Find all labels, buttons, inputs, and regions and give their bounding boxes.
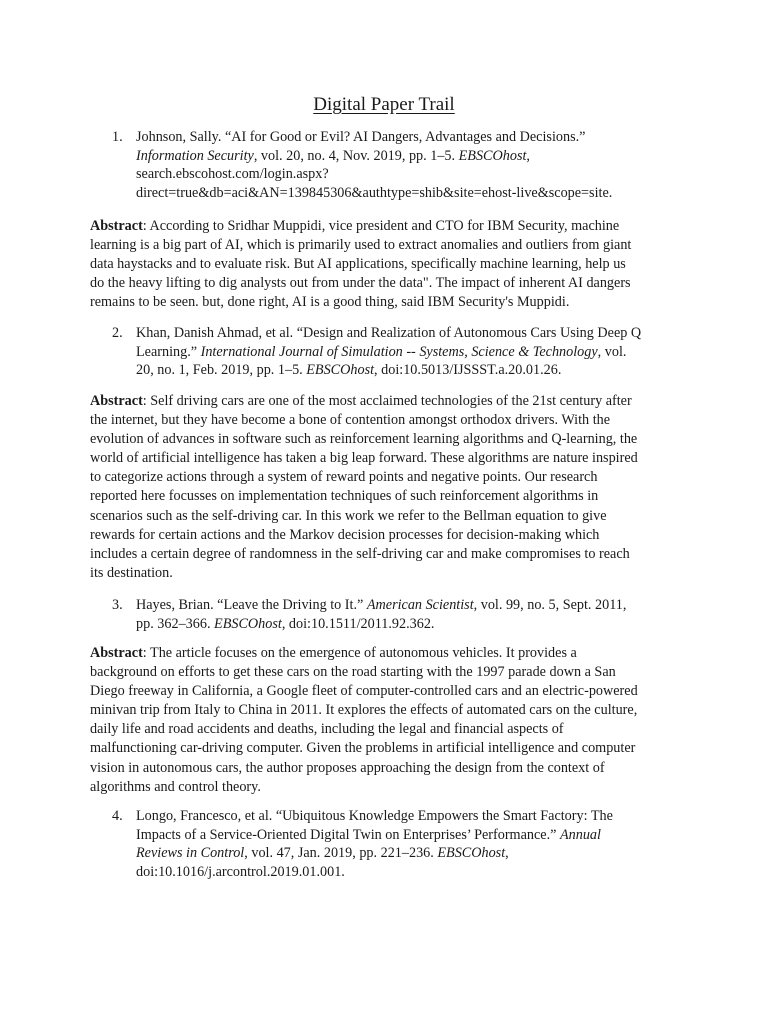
abstract-line: : Self driving cars are one of the most acclaimed technologies of the 21st century after — [142, 393, 632, 409]
citation-1 — [112, 128, 656, 202]
citation-text: , vol. 99, no. 5, Sept. 2011, — [473, 597, 627, 613]
abstract-line: rewards for certain actions and the Markov decision processes for decision-making which — [90, 526, 600, 543]
abstract-line: the internet, but they have become a bone of contention amongst orthodox drivers. With the — [90, 412, 611, 429]
abstract-label: Abstract — [90, 393, 143, 409]
database-name: EBSCOhost — [306, 362, 375, 379]
abstract-line: world of artificial intelligence has taken a big leap forward. These algorithms are nature inspired — [90, 450, 638, 467]
abstract-line: : According to Sridhar Muppidi, vice president and CTO for IBM Security, machine — [142, 218, 620, 234]
citation-text: Longo, Francesco, et al. “Ubiquitous Knowledge Empowers the Smart Factory: The — [136, 808, 613, 824]
abstract-line: malfunctioning car-driving computer. Given the problems in artificial intelligence and computer — [90, 740, 636, 757]
citation-text: doi:10.1016/j.arcontrol.2019.01.001. — [136, 863, 345, 880]
abstract-line: reported here focusses on implementation techniques of such reinforcement algorithms in — [90, 488, 599, 505]
abstract-line: minivan trip from Italy to China in 2011. It explores the effects of automated cars on the culture, — [90, 702, 638, 719]
citation-number: 2. — [112, 325, 123, 341]
abstract-line: scenarios such as the self-driving car. In this work we refer to the Bellman equation to give — [90, 507, 607, 524]
citation-text: , vol. — [597, 343, 627, 360]
abstract-label: Abstract — [90, 218, 143, 234]
citation-number: 1. — [112, 129, 123, 145]
citation-text: Impacts of a Service-Oriented Digital Twin on Enterprises’ Performance.” — [136, 826, 557, 843]
database-name: EBSCOhost — [458, 147, 527, 164]
citation-text: , doi:10.1511/2011.92.362. — [281, 615, 435, 632]
journal-title: American Scientist — [366, 597, 474, 613]
citation-text: , — [526, 147, 530, 164]
journal-title: International Journal of Simulation -- Systems, Science & Technology — [200, 343, 598, 360]
abstract-line: vision in autonomous cars, the author proposes approaching the design from the context of — [90, 759, 605, 776]
citation-text: Johnson, Sally. “AI for Good or Evil? AI Dangers, Advantages and Decisions.” — [136, 129, 586, 145]
citation-url: search.ebscohost.com/login.aspx? — [136, 166, 329, 183]
abstract-line: : The article focuses on the emergence of autonomous vehicles. It provides a — [142, 645, 577, 661]
citation-text: pp. 362–366. — [136, 615, 211, 632]
journal-title: Reviews in Control — [136, 845, 245, 862]
abstract-line: remains to be seen. but, done right, AI is a good thing, said IBM Security's Muppidi. — [90, 294, 570, 311]
abstract-line: daily life and road accidents and deaths, including the legal and financial aspects of — [90, 721, 564, 738]
citation-4 — [112, 807, 656, 881]
citation-3 — [112, 596, 656, 633]
abstract-line: evolution of advances in software such as reinforcement learning algorithms and Q-learning, the — [90, 431, 638, 448]
citation-text: 20, no. 1, Feb. 2019, pp. 1–5. — [136, 362, 303, 379]
abstract-line: data haystacks and to evaluate risk. But AI applications, specifically machine learning, help us — [90, 256, 626, 273]
abstract-line: background on efforts to get these cars on the road starting with the 1997 parade down a San — [90, 664, 616, 681]
citation-number: 4. — [112, 808, 123, 824]
abstract-line: learning is a big part of AI, which is primarily used to extract anomalies and outliers from giant — [90, 237, 632, 254]
citation-text: Khan, Danish Ahmad, et al. “Design and Realization of Autonomous Cars Using Deep Q — [136, 325, 642, 341]
abstract-line: do the heavy lifting to dig analysts out from under the data". The impact of inherent AI dangers — [90, 275, 631, 292]
database-name: EBSCOhost — [437, 845, 506, 862]
abstract-line: algorithms and control theory. — [90, 778, 261, 795]
abstract-label: Abstract — [90, 645, 143, 661]
abstract-line: includes a certain degree of randomness in the self-driving car and make compromises to reach — [90, 545, 630, 562]
abstract-line: Diego freeway in California, a Google fleet of computer-controlled cars and an electric-powered — [90, 683, 638, 700]
abstract-line: its destination. — [90, 564, 173, 581]
journal-title: Information Security — [136, 147, 254, 164]
citation-number: 3. — [112, 597, 123, 613]
citation-text: , vol. 47, Jan. 2019, pp. 221–236. — [244, 845, 434, 862]
database-name: EBSCOhost — [214, 615, 282, 632]
document-title: Digital Paper Trail — [313, 94, 455, 115]
citation-text: Learning.” — [136, 343, 198, 360]
abstract-1 — [90, 217, 678, 312]
citation-text: , — [505, 845, 509, 862]
journal-title: Annual — [559, 826, 601, 843]
citation-text: , vol. 20, no. 4, Nov. 2019, pp. 1–5. — [253, 147, 456, 164]
abstract-2 — [90, 392, 678, 583]
citation-url: direct=true&db=aci&AN=139845306&authtype=shib&site=ehost-live&scope=site. — [136, 184, 613, 201]
citation-2 — [112, 324, 656, 380]
abstract-3 — [90, 644, 678, 797]
citation-text: Hayes, Brian. “Leave the Driving to It.” — [136, 597, 364, 613]
abstract-line: to categorize actions through a system of reward points and negative points. Our research — [90, 469, 598, 486]
citation-text: , doi:10.5013/IJSSST.a.20.01.26. — [374, 362, 562, 379]
